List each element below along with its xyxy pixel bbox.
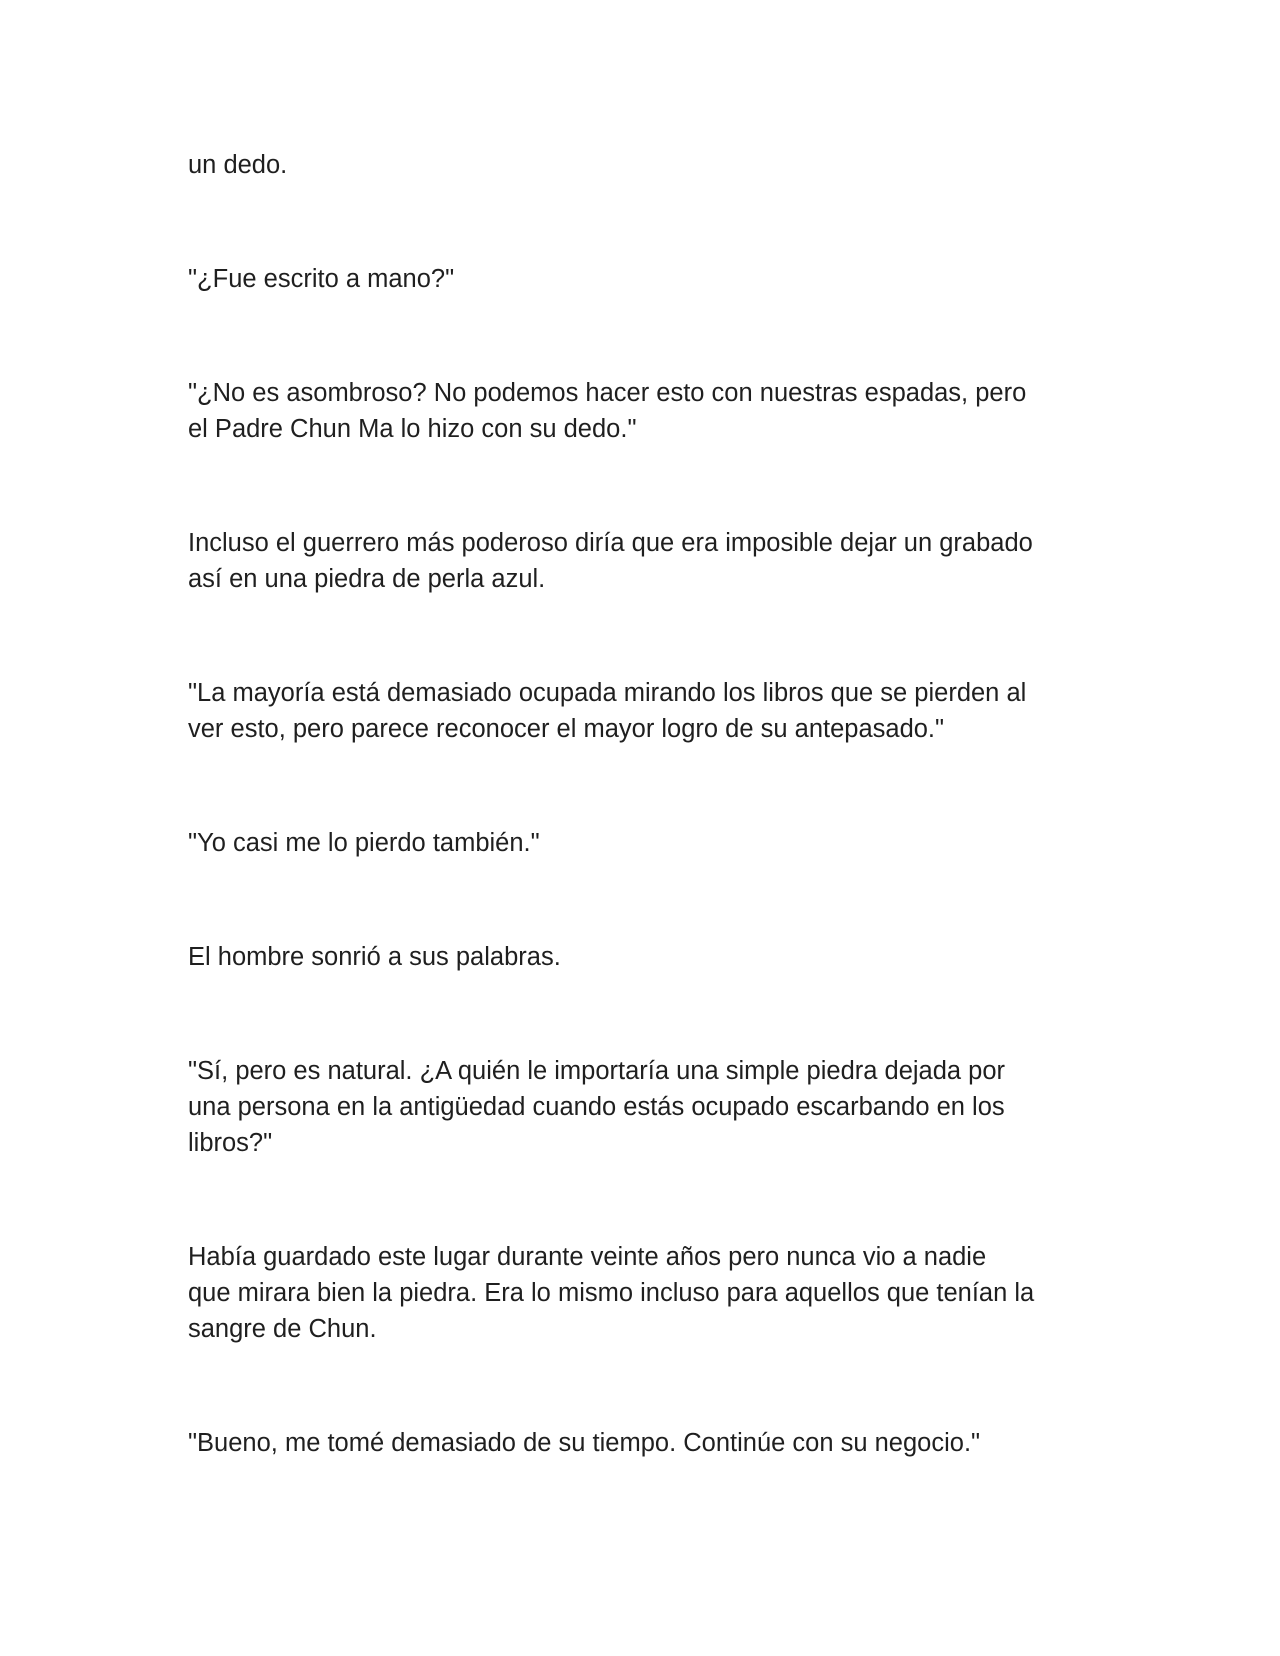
paragraph: un dedo. [188,151,288,179]
paragraph: "La mayoría está demasiado ocupada mirando los libros que se pierden al ver esto, pero parece reconocer el mayor logro de su antepasado." [188,679,1027,743]
paragraph: Incluso el guerrero más poderoso diría que era imposible dejar un grabado así en una piedra de perla azul. [188,529,1033,593]
paragraph: El hombre sonrió a sus palabras. [188,943,561,971]
paragraph: "Sí, pero es natural. ¿A quién le importaría una simple piedra dejada por una persona en la antigüedad cuando estás ocupado escarbando en los libros?" [188,1057,1006,1157]
paragraph: "¿Fue escrito a mano?" [188,265,455,293]
paragraph: "¿No es asombroso? No podemos hacer esto con nuestras espadas, pero el Padre Chun Ma lo hizo con su dedo." [188,379,1027,443]
paragraph: "Yo casi me lo pierdo también." [188,829,540,857]
paragraph: "Bueno, me tomé demasiado de su tiempo. Continúe con su negocio." [188,1429,981,1457]
paragraph: Había guardado este lugar durante veinte años pero nunca vio a nadie que mirara bien la piedra. Era lo mismo incluso para aquellos que tenían la sangre de Chun. [188,1243,1035,1343]
